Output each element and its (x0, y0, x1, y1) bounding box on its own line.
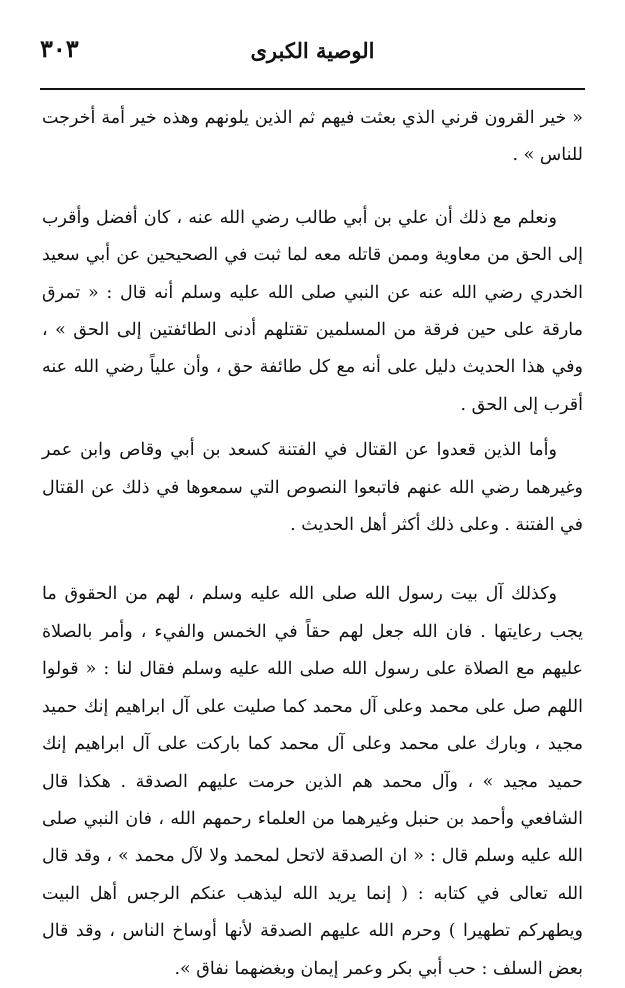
running-title: الوصية الكبرى (250, 38, 375, 63)
paragraph-fitna: وأما الذين قعدوا عن القتال في الفتنة كسعد بن أبي وقاص وابن عمر وغيرهما رضي الله عنهم فاتبعوا النصوص التي سمعوها في ذلك عن القتال في الفتنة . وعلى ذلك أكثر أهل الحديث . (42, 440, 583, 536)
body-text (42, 100, 583, 988)
page-header (40, 34, 585, 74)
paragraph-ali-muawiya: ونعلم مع ذلك أن علي بن أبي طالب رضي الله عنه ، كان أفضل وأقرب إلى الحق من معاوية وممن قاتله معه لما ثبت في الصحيحين عن أبي سعيد الخدري رضي الله عنه عن النبي صلى الله عليه وسلم أنه قال : « تمرق مارقة على حين فرقة من المسلمين تقتلهم أدنى الطائفتين إلى الحق » ، وفي هذا الحديث دليل على أنه مع كل طائفة حق ، وأن علياً رضي الله عنه أقرب إلى الحق . (42, 207, 583, 415)
header-rule (40, 88, 585, 90)
paragraph-ahl-al-bayt: وكذلك آل بيت رسول الله صلى الله عليه وسلم ، لهم من الحقوق ما يجب رعايتها . فان الله جعل لهم حقاً في الخمس والفيء ، وأمر بالصلاة عليهم مع الصلاة على رسول الله صلى الله عليه وسلم فقال لنا : « قولوا اللهم صل على محمد وعلى آل محمد كما صليت على آل ابراهيم إنك حميد مجيد ، وبارك على محمد وعلى آل محمد كما باركت على آل ابراهيم إنك حميد مجيد » ، وآل محمد هم الذين حرمت عليهم الصدقة . هكذا قال الشافعي وأحمد بن حنبل وغيرهما من العلماء رحمهم الله ، فان النبي صلى الله عليه وسلم قال : « ان الصدقة لاتحل لمحمد ولا لآل محمد » ، وقد قال الله تعالى في كتابه : ( إنما يريد الله ليذهب عنكم الرجس أهل البيت ويطهركم تطهيرا ) وحرم الله عليهم الصدقة لأنها أوساخ الناس ، وقد قال بعض السلف : حب أبي بكر وعمر إيمان وبغضهما نفاق ». (42, 584, 583, 979)
page-number: ٣٠٣ (40, 34, 79, 63)
paragraph-hadith-quote: « خير القرون قرني الذي بعثت فيهم ثم الذين يلونهم وهذه خير أمة أخرجت للناس » . (42, 108, 583, 166)
